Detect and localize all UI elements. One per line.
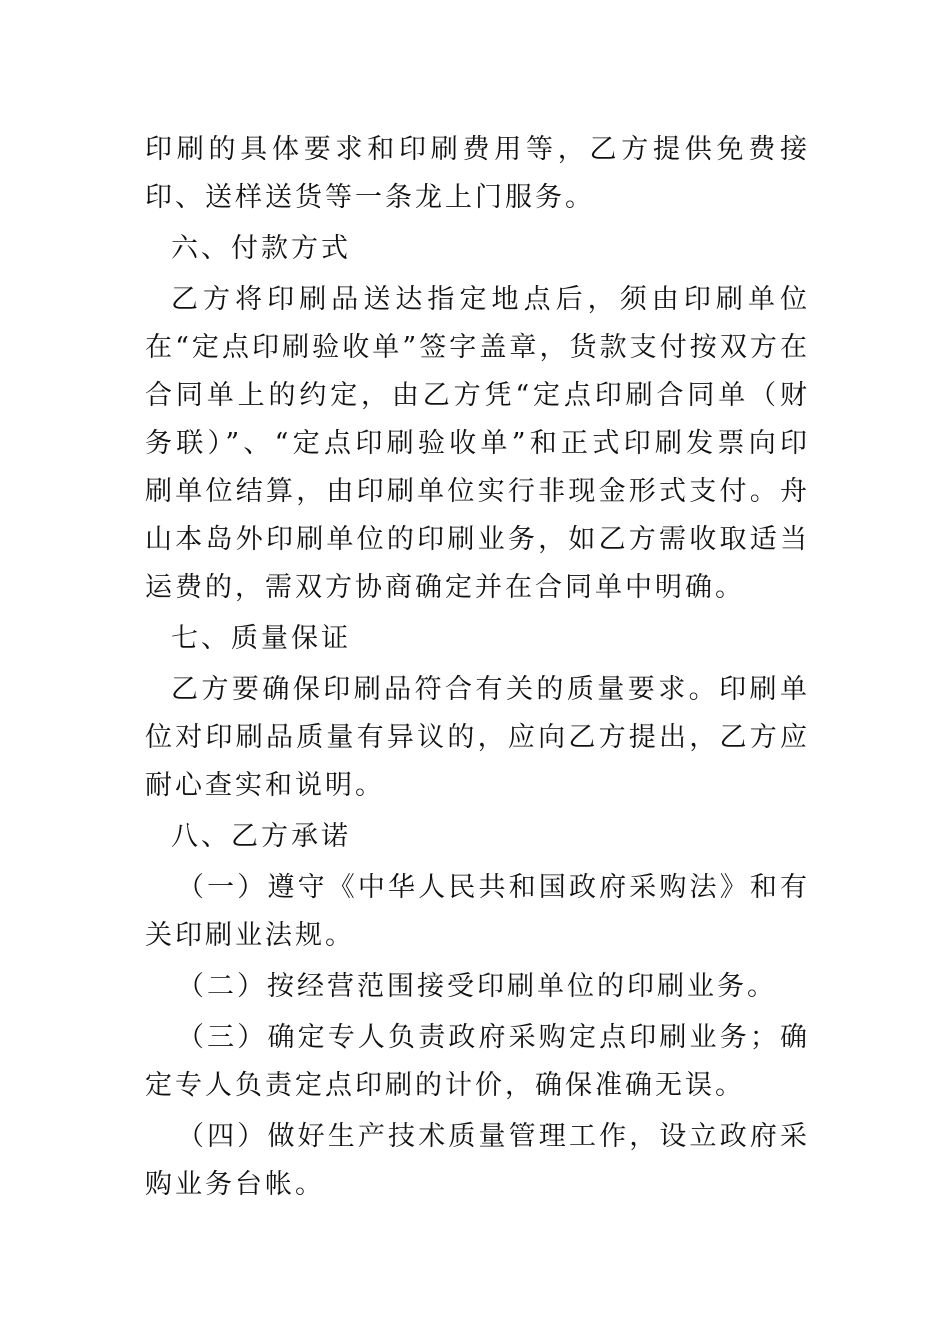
commitment-item-3: （三）确定专人负责政府采购定点印刷业务；确定专人负责定点印刷的计价，确保准确无误。 <box>145 1022 810 1101</box>
section-heading-payment: 六、付款方式 <box>171 233 351 264</box>
paragraph-printing-service: 印刷的具体要求和印刷费用等，乙方提供免费接印、送样送货等一条龙上门服务。 <box>145 134 810 213</box>
section-heading-quality: 七、质量保证 <box>171 623 351 654</box>
document-body <box>145 126 810 1212</box>
paragraph-payment-terms: 乙方将印刷品送达指定地点后，须由印刷单位在“定点印刷验收单”签字盖章，货款支付按双方在合同单上的约定，由乙方凭“定点印刷合同单（财务联）”、“定点印刷验收单”和正式印刷发票向印刷单位结算，由印刷单位实行非现金形式支付。舟山本岛外印刷单位的印刷业务，如乙方需收取适当运费的，需双方协商确定并在合同单中明确。 <box>145 284 810 603</box>
commitment-item-1: （一）遵守《中华人民共和国政府采购法》和有关印刷业法规。 <box>145 872 810 951</box>
section-heading-commitments: 八、乙方承诺 <box>171 821 351 852</box>
commitment-item-4: （四）做好生产技术质量管理工作，设立政府采购业务台帐。 <box>145 1121 810 1200</box>
paragraph-quality-terms: 乙方要确保印刷品符合有关的质量要求。印刷单位对印刷品质量有异议的，应向乙方提出，乙方应耐心查实和说明。 <box>145 674 810 801</box>
commitment-item-2: （二）按经营范围接受印刷单位的印刷业务。 <box>177 971 777 1002</box>
